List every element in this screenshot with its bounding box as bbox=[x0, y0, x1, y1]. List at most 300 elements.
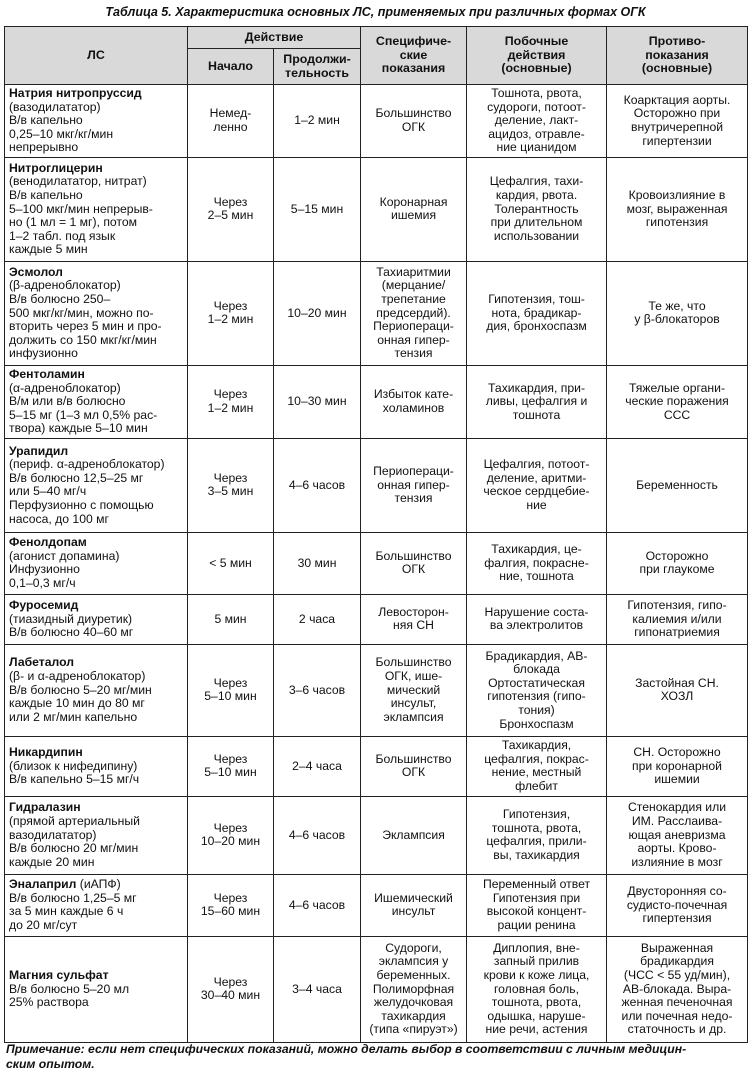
drug-name bbox=[9, 162, 183, 176]
cell-text-line: Тошнота, рвота, bbox=[491, 86, 582, 100]
cell-text-line: гипонатриемия bbox=[634, 625, 720, 640]
cell-text-line: но (1 мл = 1 мг), потом bbox=[9, 215, 138, 230]
cell-text-line: трепетание bbox=[381, 292, 446, 307]
cell-text-line: Через bbox=[213, 820, 248, 835]
cell-text-line: флебит bbox=[515, 779, 558, 794]
cell-text-line: должить со 150 мкг/кг/мин bbox=[9, 332, 157, 347]
cell-text-line: СН. Осторожно bbox=[633, 745, 721, 760]
drug-cell bbox=[5, 594, 188, 644]
cell-text-line: < 5 мин bbox=[209, 555, 252, 570]
cell-text-line: Стенокардия или bbox=[627, 800, 727, 815]
cell-text-line: тахикардия bbox=[381, 1008, 446, 1023]
contraindications-cell bbox=[607, 438, 748, 532]
indications-cell bbox=[361, 438, 467, 532]
onset-cell bbox=[188, 644, 274, 736]
cell-text-line: 3–4 часа bbox=[292, 981, 342, 996]
indications-cell bbox=[361, 874, 467, 936]
indications-cell bbox=[361, 261, 467, 365]
cell-text-line: ХОЗЛ bbox=[660, 689, 694, 704]
onset-cell bbox=[188, 874, 274, 936]
table-row bbox=[5, 644, 748, 736]
table-row bbox=[5, 594, 748, 644]
contraindications-cell bbox=[607, 532, 748, 594]
cell-text-line: 5–15 мин bbox=[290, 201, 344, 216]
cell-text-line: 500 мкг/кг/мин, можно по- bbox=[9, 305, 154, 320]
cell-text-line: рации ренина bbox=[497, 918, 576, 933]
cell-text-line: вазодилататор) bbox=[9, 827, 97, 842]
cell-text-line: гипотензия bbox=[645, 215, 709, 230]
cell-text-line: (близок к нифедипину) bbox=[9, 758, 138, 773]
indications-cell bbox=[361, 644, 467, 736]
drug-cell bbox=[5, 644, 188, 736]
cell-text-line: Нарушение соста- bbox=[484, 604, 589, 619]
contraindications-cell bbox=[607, 365, 748, 438]
table-row bbox=[5, 874, 748, 936]
drug-cell bbox=[5, 365, 188, 438]
cell-text-line: ИМ. Расслаива- bbox=[631, 814, 723, 829]
cell-text-line: Через bbox=[213, 974, 248, 989]
cell-text-line: Тахикардия, bbox=[501, 738, 572, 753]
cell-text-line: 1–2 мин bbox=[207, 400, 254, 415]
drug-name bbox=[9, 87, 183, 101]
cell-text-line: Через bbox=[213, 298, 248, 313]
cell-text-line: предсердий). bbox=[376, 305, 451, 320]
cell-text-line: фалгия, покрасне- bbox=[484, 555, 589, 570]
cell-text-line: ние bbox=[526, 498, 547, 513]
cell-text-line: каждые 20 мин bbox=[9, 854, 95, 869]
duration-cell bbox=[274, 365, 361, 438]
cell-text-line: гипертензия bbox=[642, 911, 712, 926]
cell-text-line: Полиморфная bbox=[372, 981, 455, 996]
cell-text-line: вторить через 5 мин и про- bbox=[9, 319, 162, 334]
cell-text-line: при глаукоме bbox=[639, 562, 715, 577]
cell-text-line: или почечная недо- bbox=[621, 1008, 733, 1023]
contraindications-cell bbox=[607, 261, 748, 365]
side-effects-cell bbox=[467, 874, 607, 936]
side-effects-cell bbox=[467, 261, 607, 365]
cell-text-line: при коронарной bbox=[632, 758, 722, 773]
cell-text-line: мический bbox=[386, 682, 441, 697]
header-side-effects: Побочные действия (основные) bbox=[467, 27, 607, 85]
cell-text-line: Большинство bbox=[375, 751, 452, 766]
duration-cell bbox=[274, 594, 361, 644]
cell-text-line: ишемия bbox=[390, 208, 437, 223]
header-drug: ЛС bbox=[5, 27, 188, 85]
header-action: Действие bbox=[188, 27, 361, 49]
cell-text-line: ние цианидом bbox=[496, 140, 577, 155]
cell-text-line: Гипотензия, тош- bbox=[488, 292, 585, 307]
cell-text-line: Периопераци- bbox=[373, 319, 454, 334]
contraindications-cell bbox=[607, 736, 748, 796]
drug-name bbox=[9, 746, 183, 760]
cell-text-line: 3–6 часов bbox=[288, 682, 346, 697]
drug-name-text: Фенолдопам bbox=[9, 535, 87, 550]
cell-text-line: блокада bbox=[513, 662, 560, 677]
cell-text-line: инсульт, bbox=[390, 696, 437, 711]
drug-name-text: Натрия нитропруссид bbox=[9, 86, 142, 100]
table-row bbox=[5, 936, 748, 1042]
indications-cell bbox=[361, 85, 467, 158]
cell-text-line: Гипотензия, гипо- bbox=[627, 598, 727, 613]
cell-text-line: Ишемический bbox=[374, 890, 453, 905]
onset-cell bbox=[188, 532, 274, 594]
cell-text-line: статочность и др. bbox=[627, 1022, 727, 1037]
cell-text-line: В/в болюсно 1,25–5 мг bbox=[9, 890, 137, 905]
table-row bbox=[5, 157, 748, 261]
contraindications-cell bbox=[607, 644, 748, 736]
cell-text-line: (типа «пируэт») bbox=[369, 1022, 458, 1037]
onset-cell bbox=[188, 736, 274, 796]
cell-text-line: или 5–40 мг/ч bbox=[9, 484, 87, 499]
cell-text-line: инфузионно bbox=[9, 346, 78, 361]
onset-cell bbox=[188, 85, 274, 158]
cell-text-line: использовании bbox=[493, 228, 580, 243]
cell-text-line: Те же, что bbox=[648, 298, 706, 313]
cell-text-line: 5 мин bbox=[214, 611, 247, 626]
cell-text-line: В/в капельно bbox=[9, 188, 83, 203]
drug-name-text: Лабеталол bbox=[9, 655, 74, 670]
header-contraindications: Противо- показания (основные) bbox=[607, 27, 748, 85]
drug-cell bbox=[5, 532, 188, 594]
cell-text-line: вы, тахикардия bbox=[493, 848, 580, 863]
drug-name-text: Гидралазин bbox=[9, 800, 81, 815]
cell-text-line: 1–2 табл. под язык bbox=[9, 228, 116, 243]
table-row bbox=[5, 261, 748, 365]
cell-text-line: Переменный ответ bbox=[482, 877, 591, 892]
cell-text-line: (прямой артериальный bbox=[9, 814, 140, 829]
drug-name-text: Урапидил bbox=[9, 443, 69, 458]
side-effects-cell bbox=[467, 532, 607, 594]
indications-cell bbox=[361, 594, 467, 644]
header-indications: Специфиче- ские показания bbox=[361, 27, 467, 85]
duration-cell bbox=[274, 438, 361, 532]
cell-text-line: (агонист допамина) bbox=[9, 548, 120, 563]
drug-cell bbox=[5, 157, 188, 261]
side-effects-cell bbox=[467, 85, 607, 158]
drug-name bbox=[9, 969, 183, 983]
drug-name-text: Эналаприл bbox=[9, 877, 77, 892]
table-row bbox=[5, 438, 748, 532]
cell-text-line: Избыток кате- bbox=[373, 387, 454, 402]
drug-name-text: Фуросемид bbox=[9, 598, 79, 613]
cell-text-line: брадикардия bbox=[640, 954, 714, 969]
table-row bbox=[5, 365, 748, 438]
drug-name bbox=[9, 368, 183, 382]
cell-text-line: твора) каждые 5–10 мин bbox=[9, 421, 148, 436]
cell-text-line: излияние в мозг bbox=[631, 854, 723, 869]
drug-name bbox=[9, 801, 183, 815]
cell-text-line: (вазодилататор) bbox=[9, 99, 101, 114]
contraindications-cell bbox=[607, 874, 748, 936]
cell-text-line: каждые 10 мин до 80 мг bbox=[9, 696, 145, 711]
indications-cell bbox=[361, 157, 467, 261]
cell-text-line: тония) bbox=[518, 703, 555, 718]
header-onset: Начало bbox=[188, 49, 274, 85]
cell-text-line: Беременность bbox=[636, 477, 718, 492]
cell-text-line: 25% раствора bbox=[9, 995, 89, 1010]
cell-text-line: тензия bbox=[394, 346, 433, 361]
indications-cell bbox=[361, 736, 467, 796]
drug-name-text: Магния сульфат bbox=[9, 968, 109, 983]
cell-text-line: холаминов bbox=[382, 400, 445, 415]
table-header bbox=[5, 27, 748, 85]
side-effects-cell bbox=[467, 796, 607, 874]
table-body bbox=[5, 85, 748, 1043]
cell-text-line: 2–5 мин bbox=[207, 208, 254, 223]
cell-text-line: судисто-почечная bbox=[626, 897, 728, 912]
duration-cell bbox=[274, 874, 361, 936]
indications-cell bbox=[361, 936, 467, 1042]
cell-text-line: Двусторонняя со- bbox=[627, 884, 727, 899]
drug-cell bbox=[5, 936, 188, 1042]
cell-text-line: женная печеночная bbox=[621, 995, 733, 1010]
drug-name-text: Нитроглицерин bbox=[9, 160, 103, 175]
cell-text-line: до 20 мг/сут bbox=[9, 918, 78, 933]
header-duration: Продолжи- тельность bbox=[274, 49, 361, 85]
cell-text-line: Тахиаритмии bbox=[376, 264, 451, 279]
drug-cell bbox=[5, 85, 188, 158]
cell-text-line: аорты. Крово- bbox=[637, 841, 717, 856]
cell-text-line: ацидоз, отравле- bbox=[488, 126, 585, 141]
cell-text-line: В/в болюсно 40–60 мг bbox=[9, 625, 134, 640]
cell-text-line: ОГК bbox=[401, 765, 426, 780]
cell-text-line: (венодилататор, нитрат) bbox=[9, 174, 147, 189]
cell-text-line: Застойная СН. bbox=[635, 675, 719, 690]
cell-text-line: дия, бронхоспазм bbox=[486, 319, 587, 334]
onset-cell bbox=[188, 261, 274, 365]
cell-text-line: ние, тошнота bbox=[499, 569, 574, 584]
drug-name bbox=[9, 266, 183, 280]
cell-text-line: инсульт bbox=[391, 904, 436, 919]
cell-text-line: желудочковая bbox=[373, 995, 454, 1010]
cell-text-line: В/в капельно bbox=[9, 113, 83, 128]
cell-text-line: 30 мин bbox=[297, 555, 337, 570]
side-effects-cell bbox=[467, 594, 607, 644]
cell-text-line: В/в болюсно 5–20 мл bbox=[9, 981, 130, 996]
cell-text-line: Тахикардия, це- bbox=[491, 542, 582, 557]
cell-text-line: 5–10 мин bbox=[204, 765, 257, 780]
cell-text-line: Выраженная bbox=[640, 940, 714, 955]
contraindications-cell bbox=[607, 796, 748, 874]
cell-text-line: ние речи, астения bbox=[485, 1022, 588, 1037]
cell-text-line: Цефалгия, тахи- bbox=[489, 174, 584, 189]
table-row bbox=[5, 796, 748, 874]
table-row bbox=[5, 85, 748, 158]
cell-text-line: 2 часа bbox=[298, 611, 336, 626]
cell-text-line: (α-адреноблокатор) bbox=[9, 380, 121, 395]
cell-text-line: ОГК, ише- bbox=[384, 669, 443, 684]
indications-cell bbox=[361, 532, 467, 594]
cell-text-line: (β-адреноблокатор) bbox=[9, 278, 121, 293]
cell-text-line: эклампсия у bbox=[378, 954, 449, 969]
cell-text-line: Ортостатическая bbox=[488, 675, 585, 690]
cell-text-line: Через bbox=[213, 751, 248, 766]
cell-text-line: насоса, до 100 мг bbox=[9, 511, 109, 526]
cell-text-line: запный прилив bbox=[493, 954, 580, 969]
cell-text-line: высокой концент- bbox=[486, 904, 587, 919]
cell-text-line: В/в капельно 5–15 мг/ч bbox=[9, 772, 140, 787]
duration-cell bbox=[274, 85, 361, 158]
cell-text-line: Тяжелые органи- bbox=[629, 380, 726, 395]
cell-text-line: беременных. bbox=[376, 968, 451, 983]
cell-text-line: Через bbox=[213, 890, 248, 905]
cell-text-line: Гипотензия, bbox=[502, 807, 571, 822]
cell-text-line: Кровоизлияние в bbox=[628, 188, 726, 203]
cell-text-line: Осторожно bbox=[645, 548, 709, 563]
onset-cell bbox=[188, 936, 274, 1042]
contraindications-cell bbox=[607, 157, 748, 261]
cell-text-line: Эклампсия bbox=[382, 827, 445, 842]
cell-text-line: (ЧСС < 55 уд/мин), bbox=[623, 968, 731, 983]
cell-text-line: у β-блокаторов bbox=[634, 312, 720, 327]
cell-text-line: Тахикардия, при- bbox=[488, 380, 586, 395]
cell-text-line: Осторожно при bbox=[633, 106, 721, 121]
onset-cell bbox=[188, 594, 274, 644]
cell-text-line: Большинство bbox=[375, 655, 452, 670]
cell-text-line: ишемии bbox=[654, 772, 700, 787]
cell-text-line: 3–5 мин bbox=[207, 484, 254, 499]
cell-text-line: гипотензия (гипо- bbox=[487, 689, 586, 704]
cell-text-line: ленно bbox=[213, 119, 248, 134]
drug-name-text: Фентоламин bbox=[9, 366, 85, 381]
side-effects-cell bbox=[467, 936, 607, 1042]
drug-cell bbox=[5, 874, 188, 936]
cell-text-line: Инфузионно bbox=[9, 562, 80, 577]
table-note: Примечание: если нет специфических показаний, можно делать выбор в соответствии с личным медицин- ским опытом. bbox=[6, 1042, 687, 1071]
cell-text-line: ССС bbox=[663, 407, 691, 422]
cell-text-line: Через bbox=[213, 675, 248, 690]
cell-text-line: Цефалгия, потоот- bbox=[483, 457, 590, 472]
cell-text-line: 1–2 мин bbox=[294, 113, 340, 128]
cell-text-line: тензия bbox=[394, 491, 433, 506]
cell-text-line: Гипотензия при bbox=[492, 890, 581, 905]
cell-text-line: 10–20 мин bbox=[200, 834, 261, 849]
drug-cell bbox=[5, 261, 188, 365]
cell-text-line: В/в болюсно 5–20 мг/мин bbox=[9, 682, 152, 697]
cell-text-line: (тиазидный диуретик) bbox=[9, 611, 133, 626]
cell-text-line: Бронхоспазм bbox=[499, 716, 574, 731]
cell-text-line: Перфузионно с помощью bbox=[9, 498, 154, 513]
drug-name bbox=[9, 445, 183, 459]
cell-text-line: (мерцание/ bbox=[381, 278, 446, 293]
duration-cell bbox=[274, 532, 361, 594]
cell-text-line: 0,1–0,3 мг/ч bbox=[9, 576, 76, 591]
cell-text-line: или 2 мг/мин капельно bbox=[9, 709, 138, 724]
cell-text-line: Левосторон- bbox=[378, 604, 449, 619]
drug-table bbox=[4, 26, 748, 1043]
cell-text-line: ливы, цефалгия и bbox=[485, 394, 588, 409]
indications-cell bbox=[361, 365, 467, 438]
cell-text-line: 2–4 часа bbox=[292, 758, 342, 773]
cell-text-line: онная гипер- bbox=[377, 332, 450, 347]
cell-text-line: В/в болюсно 12,5–25 мг bbox=[9, 470, 144, 485]
cell-text-line: 4–6 часов bbox=[288, 897, 346, 912]
cell-text-line: тошнота, рвота, bbox=[491, 995, 582, 1010]
cell-text-line: каждые 5 мин bbox=[9, 242, 88, 257]
side-effects-cell bbox=[467, 157, 607, 261]
cell-text-line: ческие поражения bbox=[625, 394, 729, 409]
duration-cell bbox=[274, 796, 361, 874]
cell-text-line: ческое сердцебие- bbox=[483, 484, 590, 499]
cell-text-line: цефалгия, покрас- bbox=[484, 751, 589, 766]
drug-name bbox=[9, 878, 183, 892]
cell-text-line: ва электролитов bbox=[489, 618, 584, 633]
cell-text-line: деление, аритми- bbox=[486, 470, 587, 485]
drug-class-suffix: (иАПФ) bbox=[76, 877, 121, 892]
contraindications-cell bbox=[607, 936, 748, 1042]
contraindications-cell bbox=[607, 594, 748, 644]
side-effects-cell bbox=[467, 438, 607, 532]
cell-text-line: нение, местный bbox=[491, 765, 582, 780]
duration-cell bbox=[274, 644, 361, 736]
cell-text-line: 5–15 мг (1–3 мл 0,5% рас- bbox=[9, 407, 158, 422]
cell-text-line: Коарктация аорты. bbox=[623, 92, 731, 107]
contraindications-cell bbox=[607, 85, 748, 158]
cell-text-line: Через bbox=[213, 194, 248, 209]
cell-text-line: 15–60 мин bbox=[200, 904, 261, 919]
cell-text-line: кардия, рвота. bbox=[495, 188, 578, 203]
onset-cell bbox=[188, 157, 274, 261]
cell-text-line: цефалгия, прили- bbox=[486, 834, 587, 849]
cell-text-line: внутричерепной bbox=[630, 119, 724, 134]
cell-text-line: Через bbox=[213, 387, 248, 402]
cell-text-line: гипертензии bbox=[642, 133, 712, 148]
cell-text-line: калиемия и/или bbox=[632, 611, 722, 626]
cell-text-line: (периф. α-адреноблокатор) bbox=[9, 457, 165, 472]
cell-text-line: ОГК bbox=[401, 119, 426, 134]
cell-text-line: Коронарная bbox=[379, 194, 448, 209]
cell-text-line: судороги, потоот- bbox=[487, 99, 586, 114]
cell-text-line: Диплопия, вне- bbox=[493, 940, 580, 955]
drug-name-text: Эсмолол bbox=[9, 264, 63, 279]
cell-text-line: Брадикардия, АВ- bbox=[485, 648, 588, 663]
cell-text-line: Большинство bbox=[375, 106, 452, 121]
drug-name bbox=[9, 656, 183, 670]
onset-cell bbox=[188, 438, 274, 532]
side-effects-cell bbox=[467, 736, 607, 796]
cell-text-line: тошнота bbox=[512, 407, 561, 422]
cell-text-line: ОГК bbox=[401, 562, 426, 577]
cell-text-line: Толерантность bbox=[494, 201, 579, 216]
duration-cell bbox=[274, 157, 361, 261]
cell-text-line: непрерывно bbox=[9, 140, 79, 155]
cell-text-line: тошнота, рвота, bbox=[491, 820, 582, 835]
cell-text-line: В/м или в/в болюсно bbox=[9, 394, 126, 409]
table-caption: Таблица 5. Характеристика основных ЛС, применяемых при различных формах ОГК bbox=[105, 5, 646, 19]
cell-text-line: 4–6 часов bbox=[288, 477, 346, 492]
cell-text-line: Большинство bbox=[375, 548, 452, 563]
drug-cell bbox=[5, 736, 188, 796]
cell-text-line: крови к коже лица, bbox=[483, 968, 590, 983]
cell-text-line: мозг, выраженная bbox=[626, 201, 728, 216]
cell-text-line: В/в болюсно 20 мг/мин bbox=[9, 841, 139, 856]
cell-text-line: АВ-блокада. Выра- bbox=[622, 981, 732, 996]
cell-text-line: няя СН bbox=[393, 618, 434, 633]
cell-text-line: Немед- bbox=[209, 106, 252, 121]
table-row bbox=[5, 532, 748, 594]
drug-cell bbox=[5, 796, 188, 874]
cell-text-line: 0,25–10 мкг/кг/мин bbox=[9, 126, 114, 141]
cell-text-line: одышка, наруше- bbox=[487, 1008, 586, 1023]
cell-text-line: Судороги, bbox=[385, 940, 442, 955]
cell-text-line: нота, брадикар- bbox=[491, 305, 582, 320]
drug-name bbox=[9, 536, 183, 550]
cell-text-line: В/в болюсно 250– bbox=[9, 292, 111, 307]
cell-text-line: эклампсия bbox=[383, 709, 444, 724]
onset-cell bbox=[188, 365, 274, 438]
cell-text-line: (β- и α-адреноблокатор) bbox=[9, 669, 146, 684]
drug-name-text: Никардипин bbox=[9, 745, 83, 760]
